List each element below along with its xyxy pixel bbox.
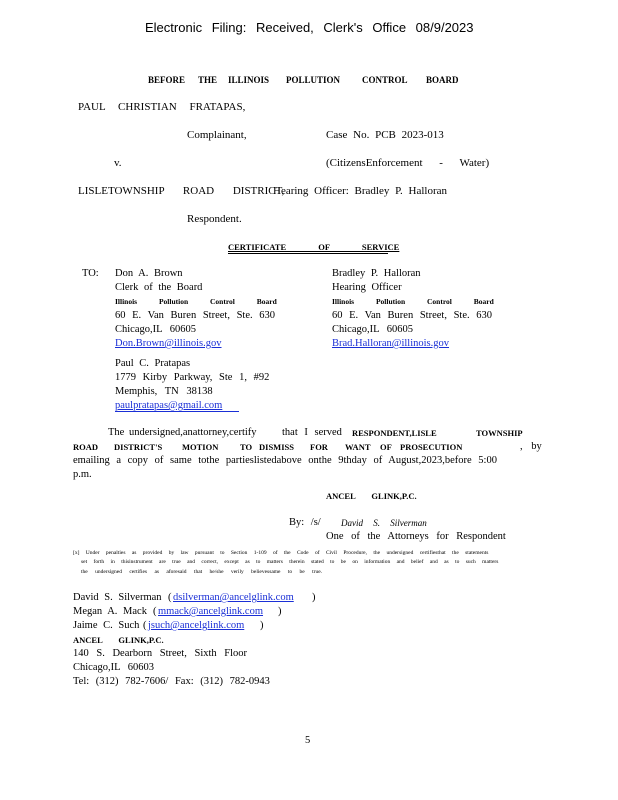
board-title-word: POLLUTION	[286, 75, 341, 85]
case-type: (CitizensEnforcement - Water)	[326, 157, 490, 169]
recipient-org: Illinois Pollution Control Board	[115, 297, 277, 306]
body-text: RESPONDENT,LISLE	[352, 428, 437, 438]
paren-close: )	[260, 620, 264, 631]
body-text: emailing a copy of same tothe partieslistedabove onthe 9thday of August,2023,before 5:00	[73, 455, 497, 466]
recipient-name: Paul C. Pratapas	[115, 358, 191, 369]
respondent-label: Respondent.	[187, 213, 242, 225]
board-title-word: BOARD	[426, 75, 459, 85]
verification-line: set forth in thisinstrument are true and correct, except as to matters therein stated to be on information and belief and as to such matters	[81, 559, 499, 565]
motion-word: TO	[240, 442, 253, 452]
attorney-email-link[interactable]: dsilverman@ancelglink.com	[173, 592, 294, 603]
page-number: 5	[305, 735, 311, 746]
attorney-name: Jaime C. Such	[73, 620, 140, 631]
signature-by: By: /s/	[289, 517, 321, 528]
recipient-title: Hearing Officer	[332, 282, 402, 293]
recipient-email-link[interactable]: paulpratapas@gmail.com	[115, 400, 223, 411]
motion-word: OF	[380, 442, 392, 452]
recipient-name: Bradley P. Halloran	[332, 268, 421, 279]
board-title-word: BEFORE	[148, 75, 186, 85]
recipient-city: Memphis, TN 38138	[115, 386, 213, 397]
firm-address: 140 S. Dearborn Street, Sixth Floor	[73, 648, 248, 659]
signature-signer: David S. Silverman	[341, 518, 427, 528]
motion-word: MOTION	[182, 442, 219, 452]
paren-close: )	[312, 592, 316, 603]
attorney-email-link[interactable]: jsuch@ancelglink.com	[148, 620, 245, 631]
recipient-city: Chicago,IL 60605	[115, 324, 197, 335]
recipient-title: Clerk of the Board	[115, 282, 203, 293]
recipient-name: Don A. Brown	[115, 268, 183, 279]
attorney-name: Megan A. Mack	[73, 606, 147, 617]
body-text: TOWNSHIP	[476, 428, 523, 438]
recipient-city: Chicago,IL 60605	[332, 324, 414, 335]
title-underline	[228, 253, 388, 254]
respondent-name: LISLETOWNSHIP ROAD DISTRICT,	[78, 185, 285, 197]
paren-close: )	[278, 606, 282, 617]
complainant-label: Complainant,	[187, 129, 247, 141]
paren-open: (	[153, 606, 157, 617]
board-title-word: CONTROL	[362, 75, 408, 85]
email-underline	[115, 411, 239, 412]
petitioner-name: PAUL CHRISTIAN FRATAPAS,	[78, 101, 246, 113]
signature-role: One of the Attorneys for Respondent	[326, 531, 506, 542]
verification-line: [x] Under penalties as provided by law pursuant to Section 1-109 of the Code of Civil Procedure, the undersigned certifiesthat the statements	[73, 550, 489, 556]
filing-banner: Electronic Filing: Received, Clerk's Office 08/9/2023	[145, 20, 474, 35]
versus-label: v.	[114, 157, 122, 169]
attorney-email-link[interactable]: mmack@ancelglink.com	[158, 606, 264, 617]
motion-word: ROAD	[73, 442, 99, 452]
firm-phone: Tel: (312) 782-7606/ Fax: (312) 782-0943	[73, 676, 270, 687]
board-title-word: THE	[198, 75, 218, 85]
recipient-email-link[interactable]: Brad.Halloran@illinois.gov	[332, 338, 449, 349]
verification-line: the undersigned certifies as aforesaid that he/she verily believessame to be true.	[81, 569, 323, 575]
body-text: , by	[520, 441, 542, 452]
motion-word: DISTRICT'S	[114, 442, 163, 452]
attorney-name: David S. Silverman	[73, 592, 162, 603]
paren-open: (	[168, 592, 172, 603]
firm-name: ANCEL GLINK,P.C.	[73, 635, 164, 645]
motion-word: DISMISS	[259, 442, 294, 452]
body-text: that I served	[282, 427, 342, 438]
recipient-org: Illinois Pollution Control Board	[332, 297, 494, 306]
to-label: TO:	[82, 268, 99, 279]
board-title-word: ILLINOIS	[228, 75, 270, 85]
recipient-address: 60 E. Van Buren Street, Ste. 630	[115, 310, 275, 321]
motion-word: WANT	[345, 442, 371, 452]
body-text: p.m.	[73, 469, 92, 480]
signature-firm: ANCEL GLINK,P.C.	[326, 491, 417, 501]
motion-word: PROSECUTION	[400, 442, 463, 452]
firm-city: Chicago,IL 60603	[73, 662, 155, 673]
recipient-address: 1779 Kirby Parkway, Ste 1, #92	[115, 372, 270, 383]
motion-word: FOR	[310, 442, 328, 452]
recipient-email-link[interactable]: Don.Brown@illinois.gov	[115, 338, 222, 349]
hearing-officer: Hearing Officer: Bradley P. Halloran	[273, 185, 447, 197]
body-text: The undersigned,anattorney,certify	[108, 427, 257, 438]
certificate-title: CERTIFICATE OF SERVICE	[228, 242, 400, 252]
case-number: Case No. PCB 2023-013	[326, 129, 444, 141]
paren-open: (	[143, 620, 147, 631]
recipient-address: 60 E. Van Buren Street, Ste. 630	[332, 310, 492, 321]
